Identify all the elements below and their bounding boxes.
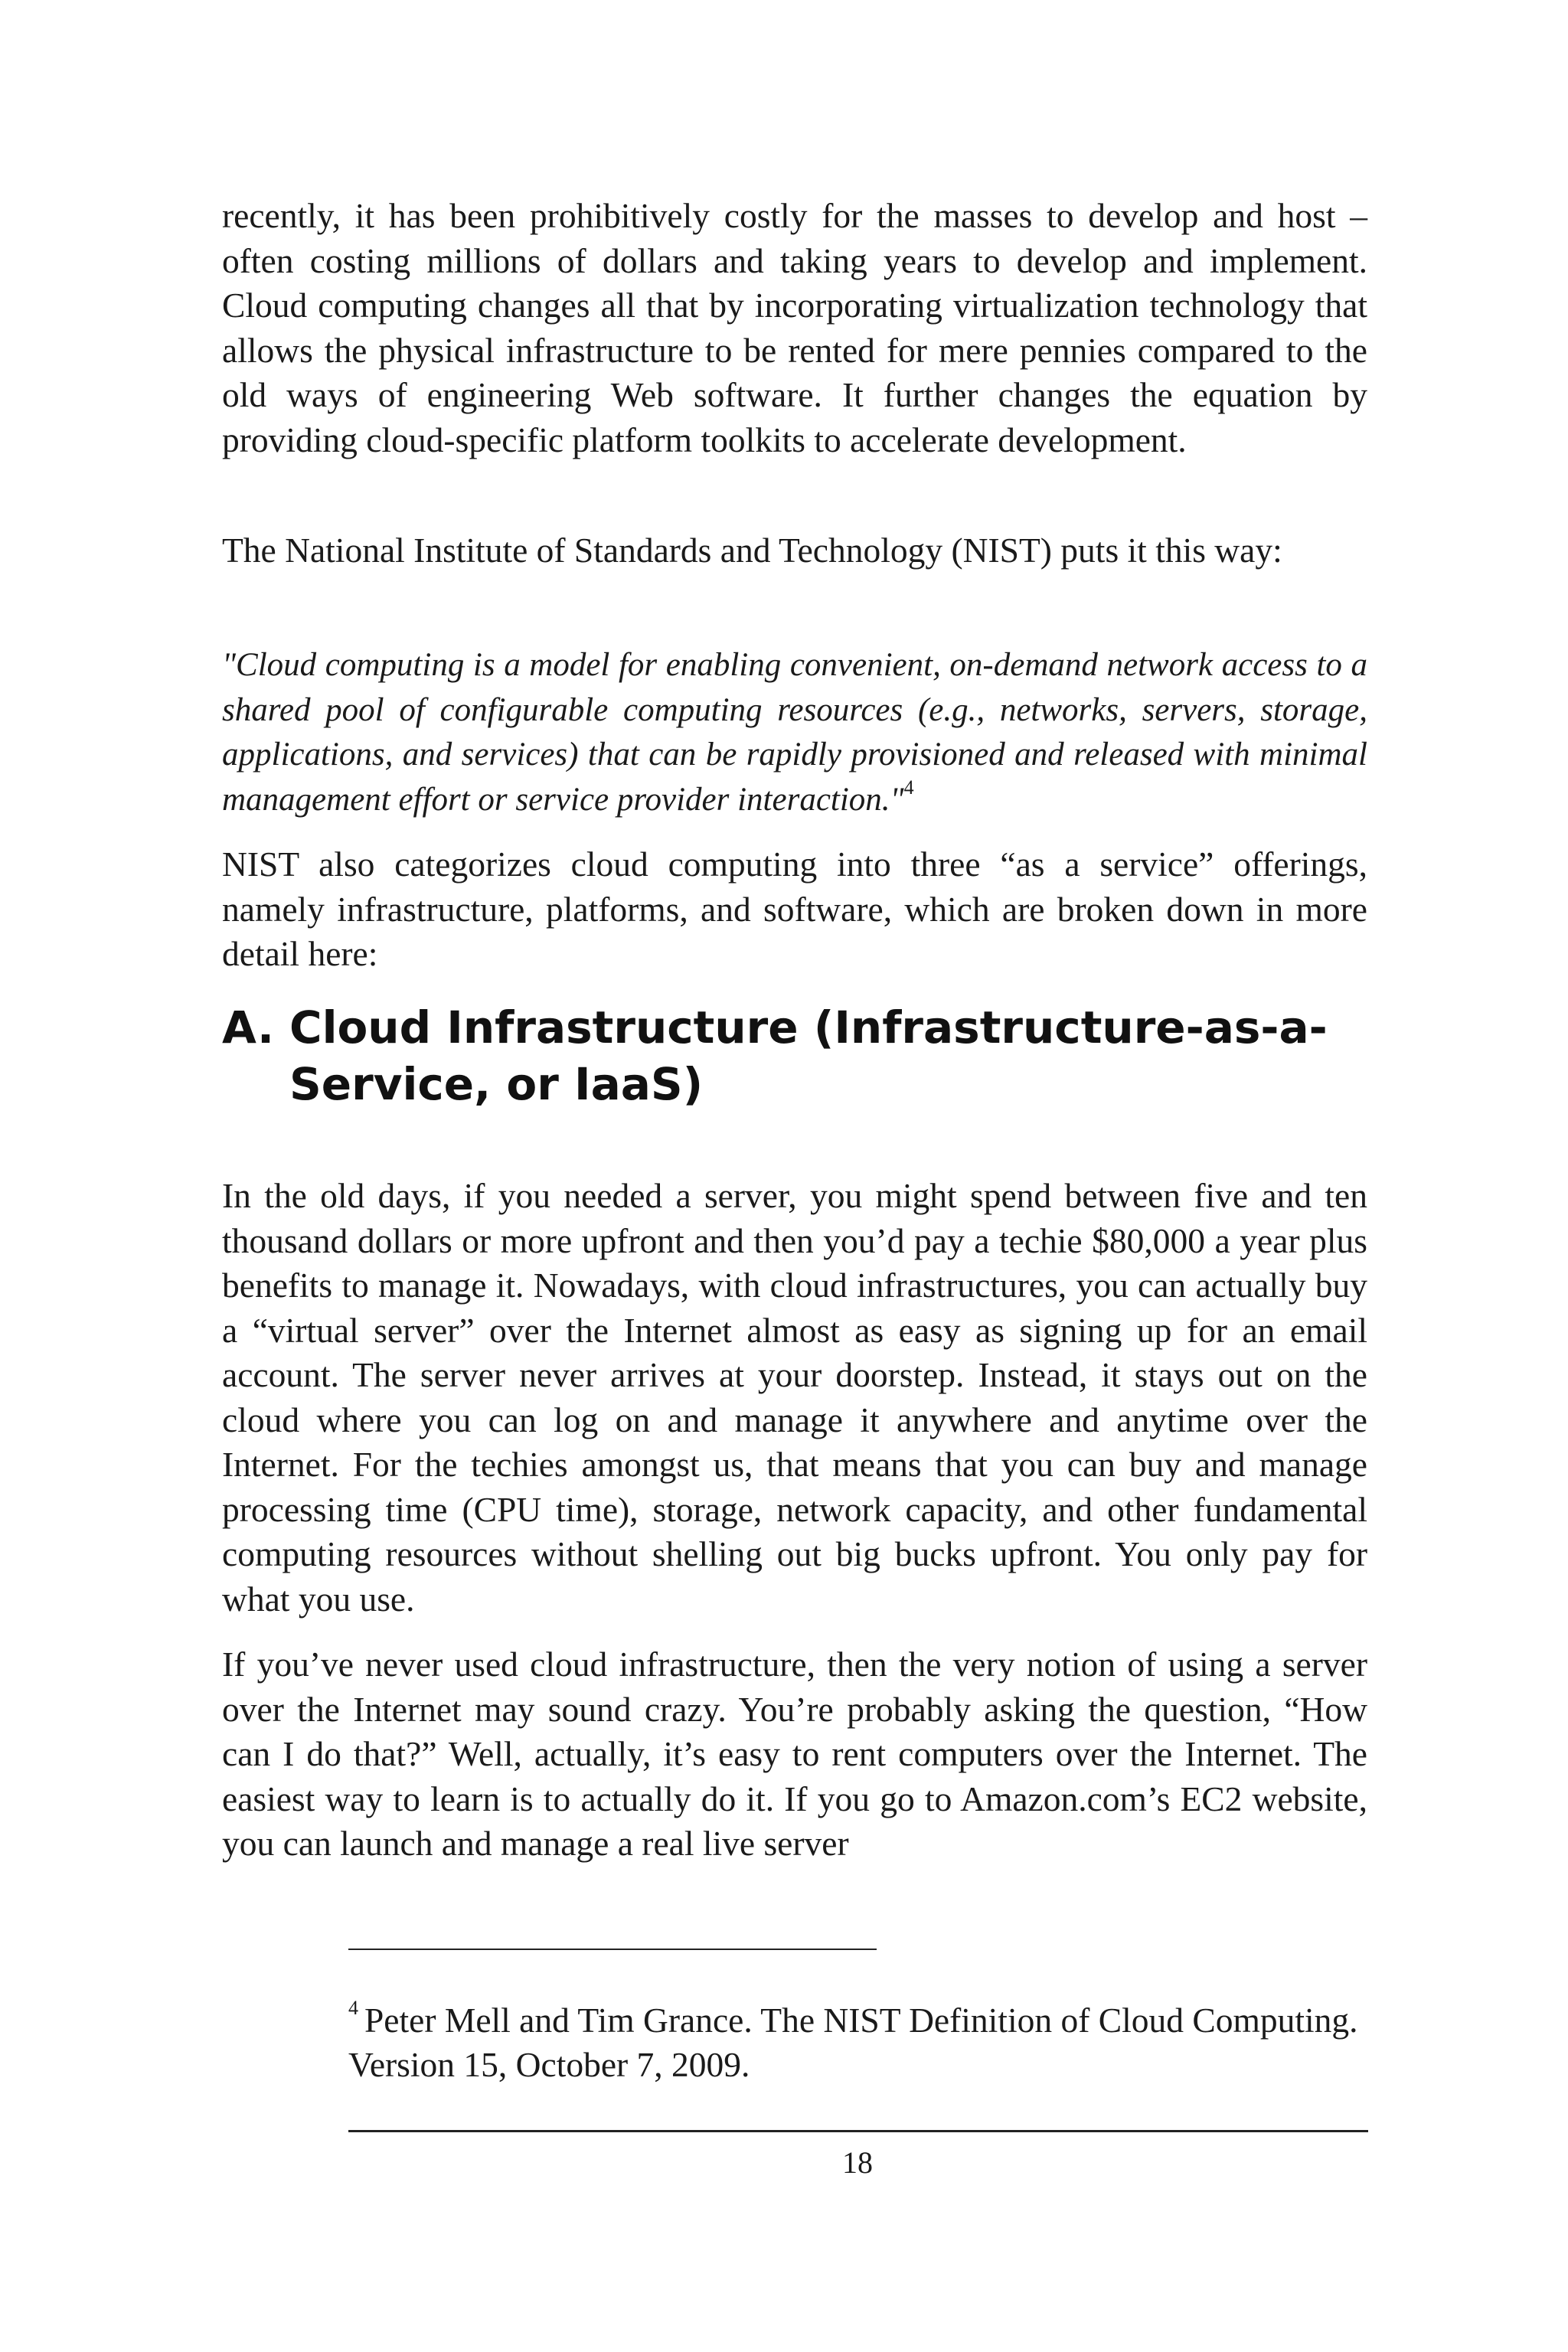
nist-quote	[222, 643, 1367, 822]
paragraph-old-days: In the old days, if you needed a server, you might spend between five and ten thousand dollars or more upfront and then you’d pay a techie $80,000 a year plus benefits to manage it. Nowadays, with cloud infrastructures, you can actually buy a “virtual server” over the Internet almost as easy as signing up for an email account. The server never arrives at your doorstep. Instead, it stays out on the cloud where you can log on and manage it anywhere and anytime over the Internet. For the techies amongst us, that means that you can buy and manage processing time (CPU time), storage, network capacity, and other fundamental computing resources without shelling out big bucks upfront. You only pay for what you use.	[222, 1176, 1367, 1619]
section-heading	[222, 999, 1367, 1112]
paragraph-intro: recently, it has been prohibitively costly for the masses to develop and host – often costing millions of dollars and taking years to develop and implement. Cloud computing changes all that by incorporating virtualization technology that allows the physical infrastructure to be rented for mere pennies compared to the old ways of engineering Web software. It further changes the equation by providing cloud-specific platform toolkits to accelerate development.	[222, 196, 1367, 459]
footnote-text: Peter Mell and Tim Grance. The NIST Definition of Cloud Computing. Version 15, October 7, 2009.	[348, 2001, 1358, 2084]
footnote	[348, 1998, 1367, 2087]
section-heading-line1: Cloud Infrastructure (Infrastructure-as-a-	[289, 1001, 1328, 1054]
page-number: 18	[842, 2145, 873, 2180]
footnote-separator	[348, 1949, 877, 1950]
page-footer-rule	[348, 2130, 1368, 2132]
footnote-reference: 4	[903, 776, 914, 799]
footnote-mark: 4	[348, 1997, 358, 2019]
paragraph-nist-intro: The National Institute of Standards and Technology (NIST) puts it this way:	[222, 531, 1282, 570]
paragraph-never-used: If you’ve never used cloud infrastructure, then the very notion of using a server over the Internet may sound crazy. You’re probably asking the question, “How can I do that?” Well, actually, it’s easy to rent computers over the Internet. The easiest way to learn is to actually do it. If you go to Amazon.com’s EC2 website, you can launch and manage a real live server	[222, 1645, 1367, 1863]
nist-quote-text: "Cloud computing is a model for enabling convenient, on-demand network access to a shared pool of configurable computing resources (e.g., networks, servers, storage, applications, and services) that can be rapidly provisioned and released with minimal management effort or service provider interaction."	[222, 647, 1367, 818]
section-marker: A.	[222, 1001, 274, 1054]
section-heading-line2: Service, or IaaS)	[289, 1058, 704, 1110]
paragraph-service-offerings: NIST also categorizes cloud computing into three “as a service” offerings, namely infrastructure, platforms, and software, which are broken down in more detail here:	[222, 844, 1367, 973]
